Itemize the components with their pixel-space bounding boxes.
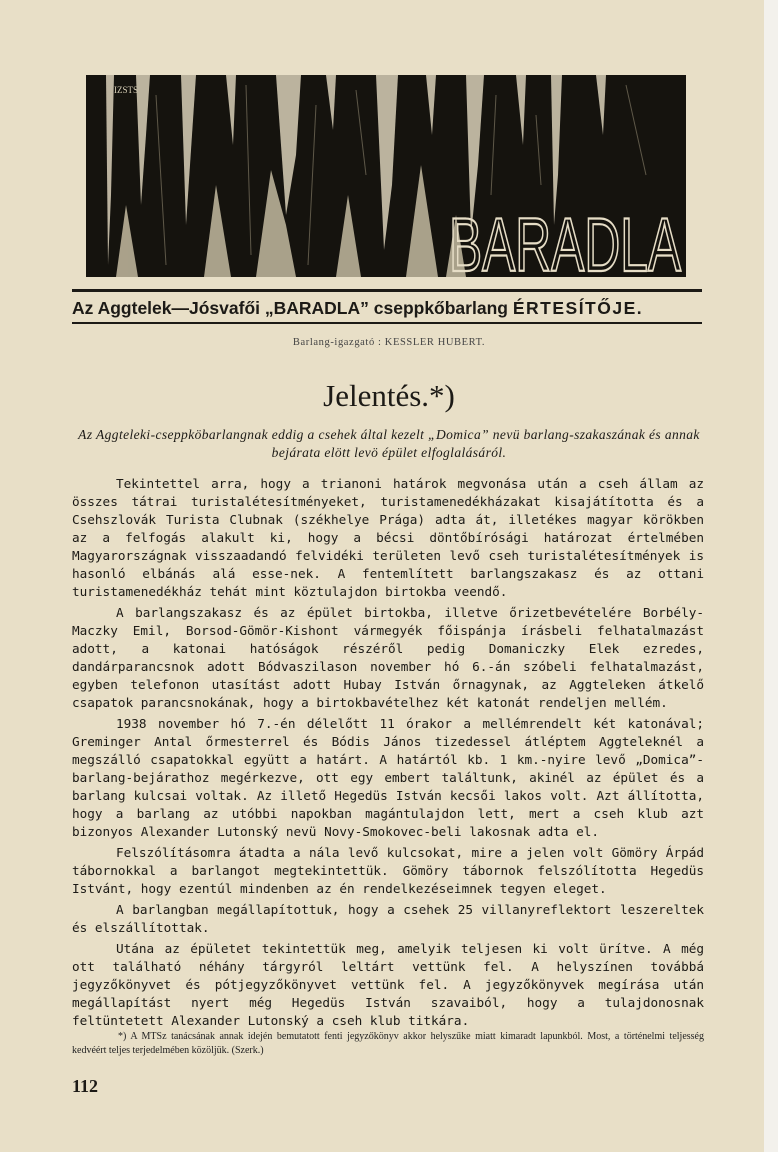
article-subtitle: Az Aggteleki-cseppköbarlangnak eddig a csehek által kezelt „Domica” nevü barlang-szakaszának és annak bejárata elött levö épület elfoglalásáról. <box>78 427 700 460</box>
masthead-title: Az Aggtelek—Jósvafői „BARADLA” cseppkőbarlang <box>72 298 508 318</box>
article-title: Jelentés.*) <box>323 378 455 413</box>
paragraph: A barlangszakasz és az épület birtokba, illetve őrizetbevételére Borbély-Maczky Emil, Borsod-Gömör-Kishont vármegyék főispánja írásbeli felhatalmazást adott, a katonai hatóságok részéről pedig Domaniczky Elek ezredes, dandárparancsnok adott Bódvaszilason november hó 6.-án szóbeli felhatalmazást, egyben telefonon utasítást adott Hubay István őrnagynak, az Aggteleken átkelő csapatok parancsnokának, hogy a birtokbavételhez két katonát rendeljen mellém. <box>72 605 704 710</box>
footnote <box>72 1030 704 1058</box>
artist-signature: IZSTS <box>114 85 139 95</box>
paragraph: 1938 november hó 7.-én délelőtt 11 órakor a mellémrendelt két katonával; Greminger Antal őrmesterrel és Bódis János tizedessel átléptem Aggteleknél a megszálló csapatokkal együtt a határt. A határtól kb. 1 km.-nyire levő „Domica”-barlang-bejárathoz megérkezve, ott egy embert találtunk, akinél az épület és a barlang kulcsai voltak. Az illető Hegedüs István kecsői lakos volt. Azt állította, hogy a barlang az utóbbi napokban magántulajdon lett, mert a cseh klub azt bizonyos Alexander Lutonský nevü Novy-Smokovec-beli lakosnak adta el. <box>72 716 704 839</box>
page-number: 112 <box>72 1076 99 1096</box>
masthead <box>72 298 704 319</box>
cave-illustration <box>86 75 686 288</box>
masthead-bottom-rule <box>72 322 702 324</box>
masthead-title-spaced: ÉRTESÍTŐJE. <box>512 298 644 318</box>
paragraph: Felszólításomra átadta a nála levő kulcsokat, mire a jelen volt Gömöry Árpád tábornokkal a barlangot megtekintettük. Gömöry tábornok felszólította Hegedüs Istvánt, hogy ezentúl mindenben az én rendelkezéseimnek tegyen eleget. <box>72 845 704 896</box>
footnote-text: *) A MTSz tanácsának annak idején bemutatott fenti jegyzőkönyv akkor helyszűke miatt kimaradt lapunkból. Most, a történelmi teljesség kedvéért teljes terjedelmében közöljük. (Szerk.) <box>72 1031 704 1056</box>
director-line: Barlang-igazgató : KESSLER HUBERT. <box>292 337 486 348</box>
cave-banner-image <box>86 75 686 288</box>
paragraph: Utána az épületet tekintettük meg, amelyik teljesen ki volt ürítve. A még ott található néhány tárgyról leltárt vettünk fel. A helyszínen továbbá jegyzőkönyvet és pótjegyzőkönyvet vettünk fel. A jegyzőkönyvek megírása után megállapítást nyert még Hegedüs István szavaiból, hogy a tulajdonosnak feltüntetett Alexander Lutonský a cseh klub titkára. <box>72 941 704 1028</box>
paragraph: Tekintettel arra, hogy a trianoni határok megvonása után a cseh állam az összes tátrai turistalétesítményeket, turistamenedékházakat kisajátította és a Csehszlovák Turista Clubnak (székhelye Prága) adta át, illetékes magyar körökben az a felfogás alakult ki, hogy a bécsi döntőbírósági határozat értelmében Magyarországnak visszaadandó felvidéki területen levő cseh turistalétesítmények is hasonló elbánás alá esse-nek. A fentemlített barlangszakasz és az ottani turistamenedékház tehát mint köztulajdon birtokba veendő. <box>72 476 704 599</box>
masthead-top-rule <box>72 289 702 292</box>
baradla-logo-text: BARADLA <box>449 203 682 288</box>
article-body <box>72 475 704 1033</box>
page-edge <box>764 0 778 1152</box>
paragraph: A barlangban megállapítottuk, hogy a csehek 25 villanyreflektort leszereltek és elszállítottak. <box>72 902 704 935</box>
